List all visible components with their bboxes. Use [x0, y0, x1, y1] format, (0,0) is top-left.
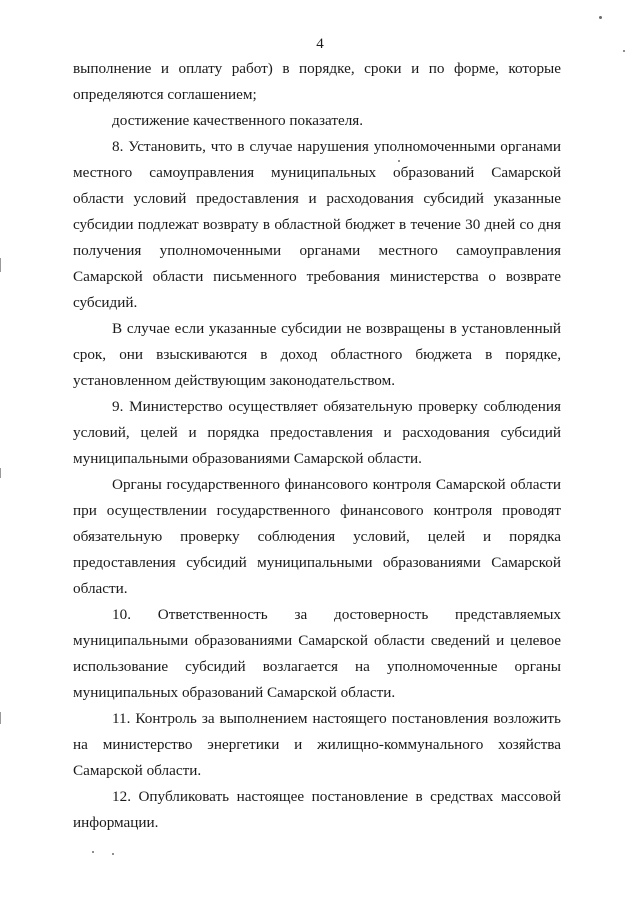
- paragraph-refund-recovery: В случае если указанные субсидии не возвращены в установленный срок, они взыскиваются в доход областного бюджета в порядке, установленном действующим законодательством.: [73, 320, 561, 389]
- scan-speck: [623, 50, 625, 52]
- paragraph-item-12: 12. Опубликовать настоящее постановление в средствах массовой информации.: [73, 788, 561, 831]
- scan-speck: [92, 851, 94, 853]
- paragraph-item-9: 9. Министерство осуществляет обязательную проверку соблюдения условий, целей и порядка предоставления и расходования субсидий муниципальными образованиями Самарской области.: [73, 398, 561, 467]
- scan-speck: [112, 853, 114, 855]
- paragraph-item-8: 8. Установить, что в случае нарушения уполномоченными органами местного самоуправления муниципальных образований Самарской области условий предоставления и расходования субсидий указанные субсидии подлежат возврату в областной бюджет в течение 30 дней со дня получения уполномоченными органами местного самоуправления Самарской области письменного требования министерства о возврате субсидий.: [73, 138, 561, 311]
- paragraph-item-11: 11. Контроль за выполнением настоящего постановления возложить на министерство энергетики и жилищно-коммунального хозяйства Самарской области.: [73, 710, 561, 779]
- scan-speck: [599, 16, 602, 19]
- document-body: [73, 56, 561, 836]
- scan-speck: [398, 160, 400, 162]
- paragraph-quality-indicator: достижение качественного показателя.: [112, 112, 364, 129]
- paragraph-financial-control: Органы государственного финансового контроля Самарской области при осуществлении государственного финансового контроля проводят обязательную проверку соблюдения условий, целей и порядка предоставления субсидий муниципальными образованиями Самарской области.: [73, 476, 561, 597]
- paragraph-continuation: выполнение и оплату работ) в порядке, сроки и по форме, которые определяются соглашением;: [73, 60, 561, 103]
- page-number: 4: [316, 36, 324, 52]
- scan-edge-mark: [0, 258, 1, 272]
- paragraph-item-10: 10. Ответственность за достоверность представляемых муниципальными образованиями Самарской области сведений и целевое использование субсидий возлагается на уполномоченные органы муниципальных образований Самарской области.: [73, 606, 561, 701]
- scan-edge-mark: [0, 712, 1, 724]
- scan-edge-mark: [0, 468, 1, 478]
